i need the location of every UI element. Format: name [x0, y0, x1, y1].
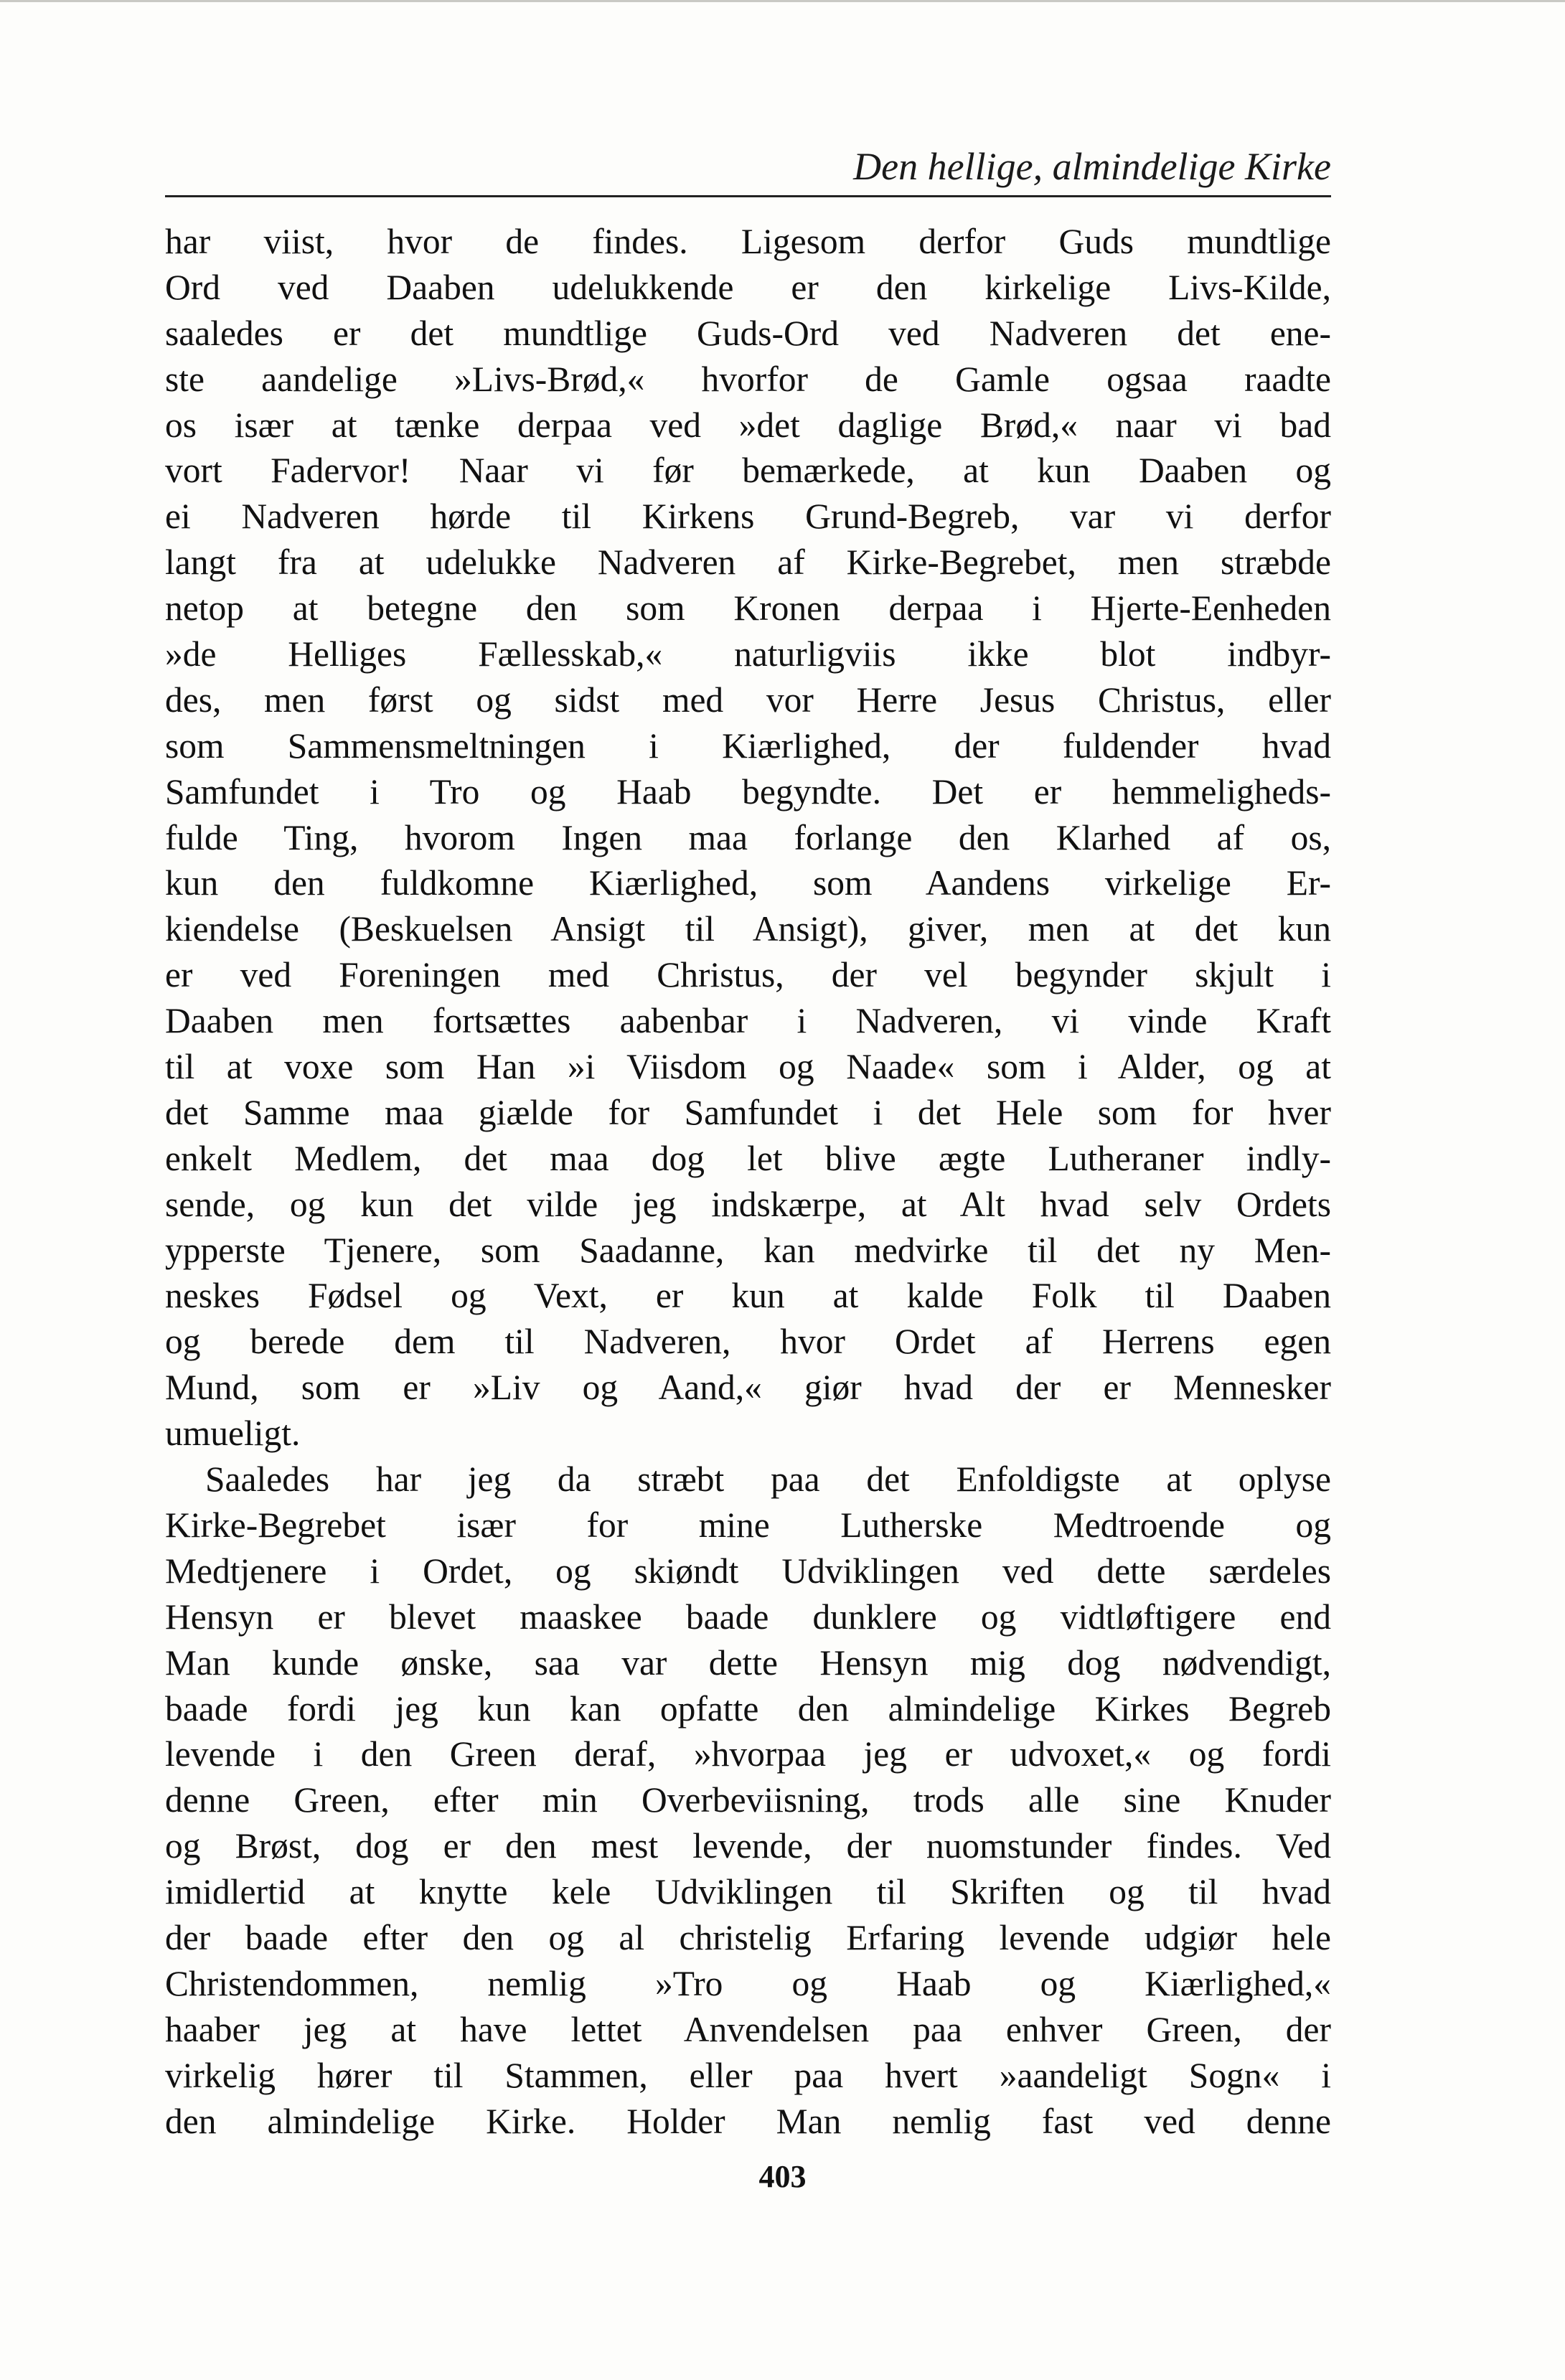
text-line: virkelig hører til Stammen, eller paa hvert »aandeligt Sogn« i [165, 2055, 1331, 2095]
paragraph-start-line: Saaledes har jeg da stræbt paa det Enfoldigste at oplyse [205, 1459, 1331, 1500]
text-line: Christendommen, nemlig »Tro og Haab og Kiærlighed,« [165, 1963, 1331, 2003]
text-line: »de Helliges Fællesskab,« naturligviis ikke blot indbyr- [165, 634, 1331, 674]
text-line: ste aandelige »Livs-Brød,« hvorfor de Gamle ogsaa raadte [165, 359, 1331, 399]
text-line: sende, og kun det vilde jeg indskærpe, at Alt hvad selv Ordets [165, 1184, 1331, 1224]
text-line: Hensyn er blevet maaskee baade dunklere og vidtløftigere end [165, 1596, 1331, 1637]
text-line: fulde Ting, hvorom Ingen maa forlange den Klarhed af os, [165, 817, 1331, 857]
text-line: baade fordi jeg kun kan opfatte den almindelige Kirkes Begreb [165, 1688, 1331, 1728]
text-line: enkelt Medlem, det maa dog let blive ægte Lutheraner indly- [165, 1138, 1331, 1178]
text-line: som Sammensmeltningen i Kiærlighed, der fuldender hvad [165, 725, 1331, 766]
text-line: den almindelige Kirke. Holder Man nemlig fast ved denne [165, 2101, 1331, 2141]
text-line: kiendelse (Beskuelsen Ansigt til Ansigt), giver, men at det kun [165, 909, 1331, 949]
paragraph-end-line: umueligt. [165, 1414, 301, 1454]
running-head: Den hellige, almindelige Kirke [165, 146, 1331, 197]
text-line: Man kunde ønske, saa var dette Hensyn mig dog nødvendigt, [165, 1642, 1331, 1683]
text-line: denne Green, efter min Overbeviisning, trods alle sine Knuder [165, 1780, 1331, 1820]
text-line: ei Nadveren hørde til Kirkens Grund-Begreb, var vi derfor [165, 497, 1331, 537]
text-line: netop at betegne den som Kronen derpaa i Hjerte-Eenheden [165, 588, 1331, 629]
text-line: Samfundet i Tro og Haab begyndte. Det er hemmeligheds- [165, 771, 1331, 812]
text-line: kun den fuldkomne Kiærlighed, som Aandens virkelige Er- [165, 863, 1331, 903]
text-line: til at voxe som Han »i Viisdom og Naade« som i Alder, og at [165, 1047, 1331, 1087]
text-line: os især at tænke derpaa ved »det daglige Brød,« naar vi bad [165, 405, 1331, 445]
text-line: haaber jeg at have lettet Anvendelsen paa enhver Green, der [165, 2009, 1331, 2049]
text-line: levende i den Green deraf, »hvorpaa jeg er udvoxet,« og fordi [165, 1734, 1331, 1774]
text-line: vort Fadervor! Naar vi før bemærkede, at kun Daaben og [165, 451, 1331, 491]
body-text [165, 219, 1331, 2144]
text-line: er ved Foreningen med Christus, der vel begynder skjult i [165, 955, 1331, 995]
text-line: det Samme maa giælde for Samfundet i det Hele som for hver [165, 1092, 1331, 1132]
text-line: og berede dem til Nadveren, hvor Ordet af Herrens egen [165, 1322, 1331, 1362]
text-line: der baade efter den og al christelig Erfaring levende udgiør hele [165, 1917, 1331, 1957]
text-line: Ord ved Daaben udelukkende er den kirkelige Livs-Kilde, [165, 267, 1331, 307]
text-line: Daaben men fortsættes aabenbar i Nadveren, vi vinde Kraft [165, 1001, 1331, 1041]
text-line: og Brøst, dog er den mest levende, der nuomstunder findes. Ved [165, 1826, 1331, 1866]
text-line: Mund, som er »Liv og Aand,« giør hvad der er Mennesker [165, 1368, 1331, 1408]
text-line: Medtjenere i Ordet, og skiøndt Udviklingen ved dette særdeles [165, 1551, 1331, 1591]
text-line: saaledes er det mundtlige Guds-Ord ved Nadveren det ene- [165, 313, 1331, 353]
page-number: 403 [758, 2159, 807, 2194]
text-line: Kirke-Begrebet især for mine Lutherske Medtroende og [165, 1505, 1331, 1545]
text-line: des, men først og sidst med vor Herre Jesus Christus, eller [165, 679, 1331, 720]
text-line: neskes Fødsel og Vext, er kun at kalde Folk til Daaben [165, 1276, 1331, 1316]
text-line: imidlertid at knytte kele Udviklingen til Skriften og til hvad [165, 1872, 1331, 1912]
text-line: har viist, hvor de findes. Ligesom derfor Guds mundtlige [165, 222, 1331, 261]
text-line: langt fra at udelukke Nadveren af Kirke-Begrebet, men stræbde [165, 542, 1331, 583]
text-line: ypperste Tjenere, som Saadanne, kan medvirke til det ny Men- [165, 1230, 1331, 1270]
